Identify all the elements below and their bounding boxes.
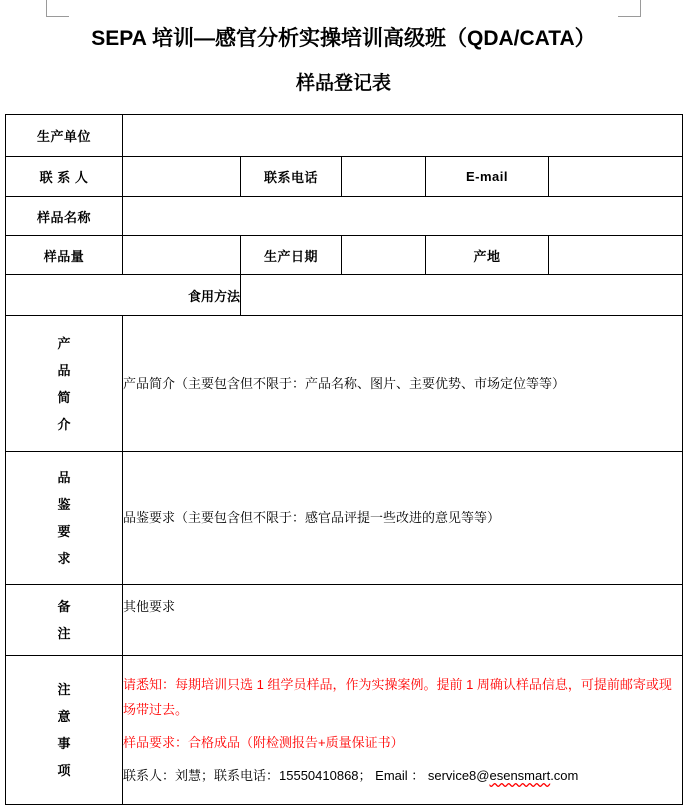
- phone-label: 联系电话: [241, 157, 342, 197]
- table-row-product-intro: [6, 316, 683, 452]
- notice-line-sample-req: 样品要求：合格成品（附检测报告+质量保证书）: [123, 735, 404, 750]
- production-date-label: 生产日期: [241, 236, 342, 275]
- notice-label-char: 事: [57, 736, 71, 751]
- table-row-tasting-req: [6, 452, 683, 585]
- notice-label-char: 注: [57, 682, 71, 697]
- email-label: E-mail: [426, 157, 549, 197]
- product-intro-value[interactable]: 产品简介（主要包含但不限于：产品名称、图片、主要优势、市场定位等等）: [123, 316, 683, 452]
- table-row-sample-name: [6, 197, 683, 236]
- sample-name-label: 样品名称: [6, 197, 123, 236]
- sample-amount-value[interactable]: [123, 236, 241, 275]
- production-date-value[interactable]: [342, 236, 426, 275]
- notice-label-char: 意: [57, 709, 71, 724]
- origin-label: 产地: [426, 236, 549, 275]
- table-row-contact: [6, 157, 683, 197]
- producer-label: 生产单位: [6, 115, 123, 157]
- producer-value[interactable]: [123, 115, 683, 157]
- table-row-sample-amount: [6, 236, 683, 275]
- table-row-notice: [6, 656, 683, 805]
- table-row-usage: [6, 275, 683, 316]
- usage-value[interactable]: [241, 275, 683, 316]
- remarks-label-char: 注: [57, 626, 71, 641]
- product-intro-label-char: 产: [57, 335, 71, 351]
- sample-amount-label: 样品量: [6, 236, 123, 275]
- remarks-value[interactable]: 其他要求: [123, 585, 683, 656]
- product-intro-label-char: 简: [57, 389, 71, 405]
- notice-spacer: [123, 722, 682, 730]
- notice-line-contact: [123, 763, 682, 788]
- table-row-producer: [6, 115, 683, 157]
- tasting-req-label: [6, 452, 123, 585]
- notice-spacer: [123, 755, 682, 763]
- sample-name-value[interactable]: [123, 197, 683, 236]
- crop-mark-top-left: [46, 0, 69, 17]
- notice-email-tld: .com: [550, 768, 579, 783]
- notice-contact-prefix: 联系人：刘慧；联系电话：15550410868； Email ： service8@: [123, 768, 490, 783]
- remarks-label: [6, 585, 123, 656]
- tasting-req-label-char: 品: [57, 470, 71, 485]
- remarks-label-char: 备: [57, 599, 71, 614]
- crop-mark-top-right: [618, 0, 641, 17]
- tasting-req-label-char: 鉴: [57, 497, 71, 512]
- product-intro-label-char: 介: [57, 416, 71, 432]
- contact-value[interactable]: [123, 157, 241, 197]
- notice-label-char: 项: [57, 763, 71, 778]
- tasting-req-value[interactable]: 品鉴要求（主要包含但不限于：感官品评提一些改进的意见等等）: [123, 452, 683, 585]
- page-subtitle: 样品登记表: [295, 73, 391, 94]
- product-intro-label-char: 品: [57, 362, 71, 378]
- notice-email-domain: esensmart: [489, 768, 551, 783]
- usage-label: 食用方法: [6, 275, 241, 316]
- notice-label: [6, 656, 123, 805]
- notice-line-confirm: 请悉知：每期培训只选 1 组学员样品，作为实操案例。提前 1 周确认样品信息，可提前邮寄或现场带过去。: [123, 677, 672, 717]
- sample-registration-table: [5, 114, 683, 805]
- origin-value[interactable]: [549, 236, 683, 275]
- tasting-req-label-char: 求: [57, 551, 71, 566]
- table-row-remarks: [6, 585, 683, 656]
- tasting-req-label-char: 要: [57, 524, 71, 539]
- page-title: SEPA 培训—感官分析实操培训高级班（QDA/CATA）: [91, 27, 596, 50]
- product-intro-label: [6, 316, 123, 452]
- phone-value[interactable]: [342, 157, 426, 197]
- email-value[interactable]: [549, 157, 683, 197]
- contact-label: 联 系 人: [6, 157, 123, 197]
- notice-value: [123, 656, 683, 805]
